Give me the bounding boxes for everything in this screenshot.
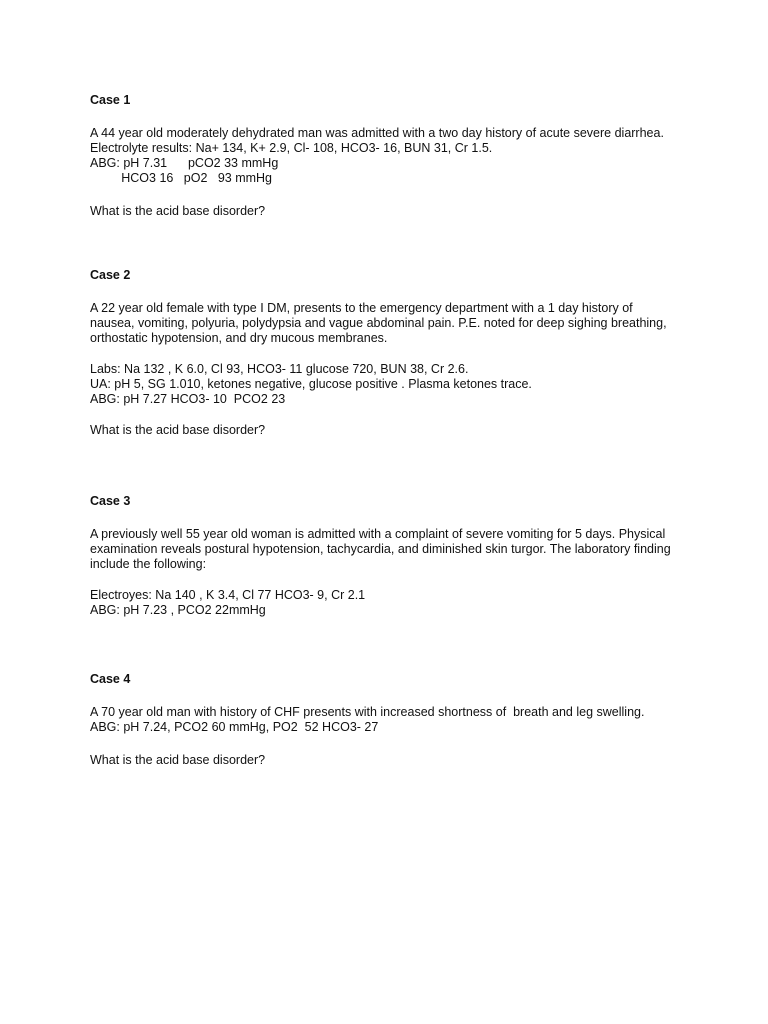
case-3-title: Case 3 <box>90 494 131 508</box>
case-4-title: Case 4 <box>90 672 131 686</box>
case-3-section <box>90 494 730 618</box>
case-2-section <box>90 268 730 438</box>
document-page <box>90 0 730 1024</box>
case-1-description-line: ABG: pH 7.31 pCO2 33 mmHg <box>90 156 279 170</box>
case-4-question: What is the acid base disorder? <box>90 753 266 767</box>
case-3-description-line: examination reveals postural hypotension, tachycardia, and diminished skin turgor. The laboratory finding <box>90 542 671 556</box>
case-2-description-line: A 22 year old female with type I DM, presents to the emergency department with a 1 day history of <box>90 301 633 315</box>
case-2-question: What is the acid base disorder? <box>90 423 266 437</box>
case-1-question: What is the acid base disorder? <box>90 204 266 218</box>
case-2-description-line: nausea, vomiting, polyuria, polydypsia and vague abdominal pain. P.E. noted for deep sighing breathing, <box>90 316 667 330</box>
case-1-section <box>90 93 730 219</box>
case-2-labs-line: ABG: pH 7.27 HCO3- 10 PCO2 23 <box>90 392 286 406</box>
case-3-description-line: include the following: <box>90 557 207 571</box>
case-1-description-line: HCO3 16 pO2 93 mmHg <box>90 171 273 185</box>
case-2-labs-line: UA: pH 5, SG 1.010, ketones negative, glucose positive . Plasma ketones trace. <box>90 377 532 391</box>
case-2-labs-line: Labs: Na 132 , K 6.0, Cl 93, HCO3- 11 glucose 720, BUN 38, Cr 2.6. <box>90 362 469 376</box>
case-3-description-line: A previously well 55 year old woman is admitted with a complaint of severe vomiting for 5 days. Physical <box>90 527 666 541</box>
case-4-description-line: ABG: pH 7.24, PCO2 60 mmHg, PO2 52 HCO3- 27 <box>90 720 379 734</box>
case-1-description-line: A 44 year old moderately dehydrated man was admitted with a two day history of acute severe diarrhea. <box>90 126 664 140</box>
case-3-labs-line: ABG: pH 7.23 , PCO2 22mmHg <box>90 603 266 617</box>
case-2-description-line: orthostatic hypotension, and dry mucous membranes. <box>90 331 388 345</box>
case-1-description-line: Electrolyte results: Na+ 134, K+ 2.9, Cl- 108, HCO3- 16, BUN 31, Cr 1.5. <box>90 141 493 155</box>
case-4-description-line: A 70 year old man with history of CHF presents with increased shortness of breath and leg swelling. <box>90 705 645 719</box>
case-2-title: Case 2 <box>90 268 131 282</box>
case-3-labs-line: Electroyes: Na 140 , K 3.4, Cl 77 HCO3- 9, Cr 2.1 <box>90 588 366 602</box>
case-1-title: Case 1 <box>90 93 131 107</box>
case-4-section <box>90 672 730 768</box>
